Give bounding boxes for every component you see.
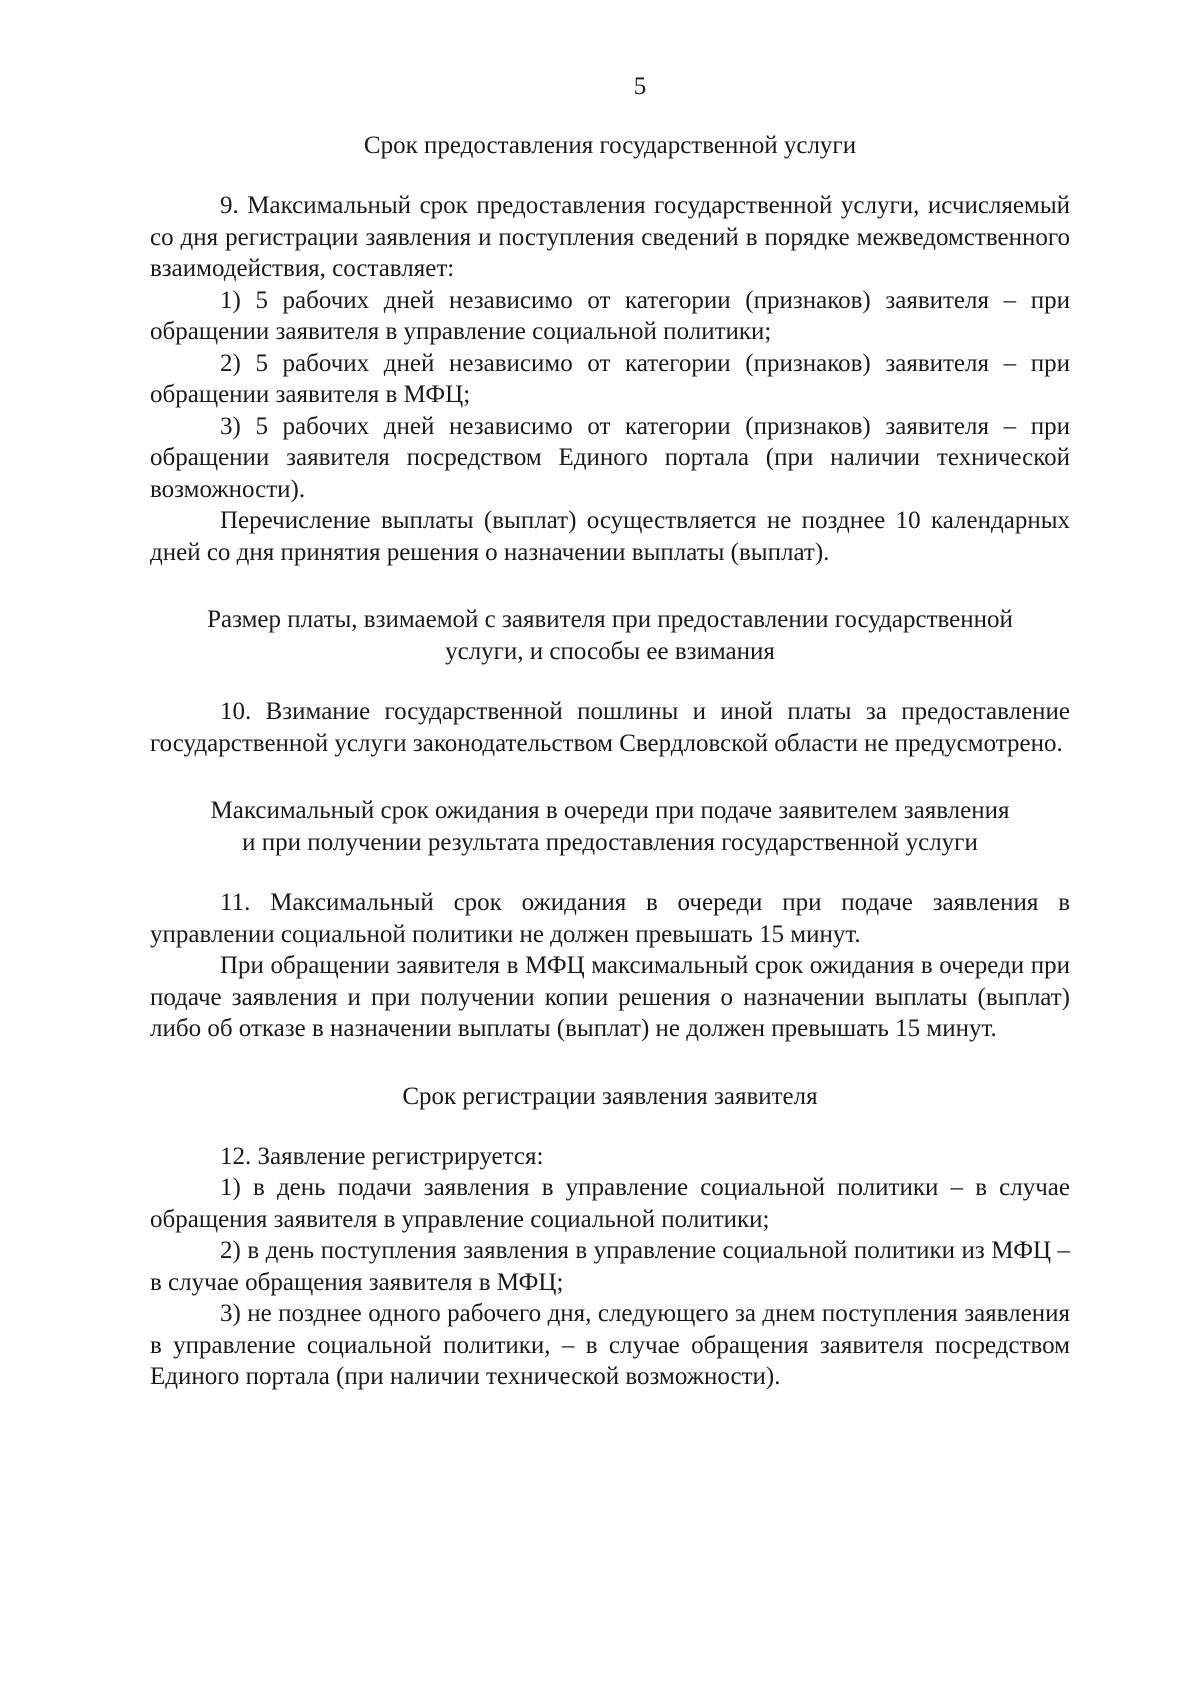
paragraph-10: 10. Взимание государственной пошлины и иной платы за предоставление государственной услуги законодательством Свердловской области не предусмотрено.: [150, 698, 1070, 757]
paragraph-11: 11. Максимальный срок ожидания в очереди при подаче заявления в управлении социальной политики не должен превышать 15 минут.: [150, 889, 1070, 948]
section-heading-line-1: Размер платы, взимаемой с заявителя при предоставлении государственной: [207, 606, 1013, 633]
section-registration: [150, 1081, 1070, 1393]
section-heading-line-2: и при получении результата предоставления государственной услуги: [242, 829, 978, 856]
section-heading-line-2: услуги, и способы ее взимания: [445, 638, 775, 665]
paragraph-12-1: 1) в день подачи заявления в управление социальной политики – в случае обращения заявителя в управление социальной политики;: [150, 1174, 1070, 1233]
section-fee: [150, 604, 1070, 759]
paragraph-12-2: 2) в день поступления заявления в управление социальной политики из МФЦ – в случае обращения заявителя в МФЦ;: [150, 1237, 1070, 1296]
section-heading: Срок регистрации заявления заявителя: [402, 1082, 818, 1110]
paragraph-9-2: 2) 5 рабочих дней независимо от категории (признаков) заявителя – при обращении заявителя в МФЦ;: [150, 349, 1070, 408]
section-term: [150, 130, 1070, 568]
paragraph-9: 9. Максимальный срок предоставления государственной услуги, исчисляемый со дня регистрации заявления и поступления сведений в порядке межведомственного взаимодействия, составляет:: [150, 192, 1070, 282]
paragraph-12-3: 3) не позднее одного рабочего дня, следующего за днем поступления заявления в управление социальной политики, – в случае обращения заявителя посредством Единого портала (при наличии технической возможности).: [150, 1300, 1070, 1390]
section-heading-line-1: Максимальный срок ожидания в очереди при подаче заявителем заявления: [210, 797, 1010, 824]
paragraph-9-3: 3) 5 рабочих дней независимо от категории (признаков) заявителя – при обращении заявителя посредством Единого портала (при наличии технической возможности).: [150, 412, 1070, 503]
paragraph-12: 12. Заявление регистрируется:: [220, 1142, 544, 1170]
paragraph-transfer: Перечисление выплаты (выплат) осуществляется не позднее 10 календарных дней со дня принятия решения о назначении выплаты (выплат).: [150, 507, 1070, 566]
paragraph-mfc-queue: При обращении заявителя в МФЦ максимальный срок ожидания в очереди при подаче заявления и при получении копии решения о назначении выплаты (выплат) либо об отказе в назначении выплаты (выплат) не должен превышать 15 минут.: [150, 952, 1070, 1042]
section-heading: Срок предоставления государственной услуги: [363, 132, 857, 159]
page-number: 5: [633, 73, 647, 100]
paragraph-9-1: 1) 5 рабочих дней независимо от категории (признаков) заявителя – при обращении заявителя в управление социальной политики;: [150, 286, 1070, 345]
section-queue: [150, 795, 1070, 1045]
